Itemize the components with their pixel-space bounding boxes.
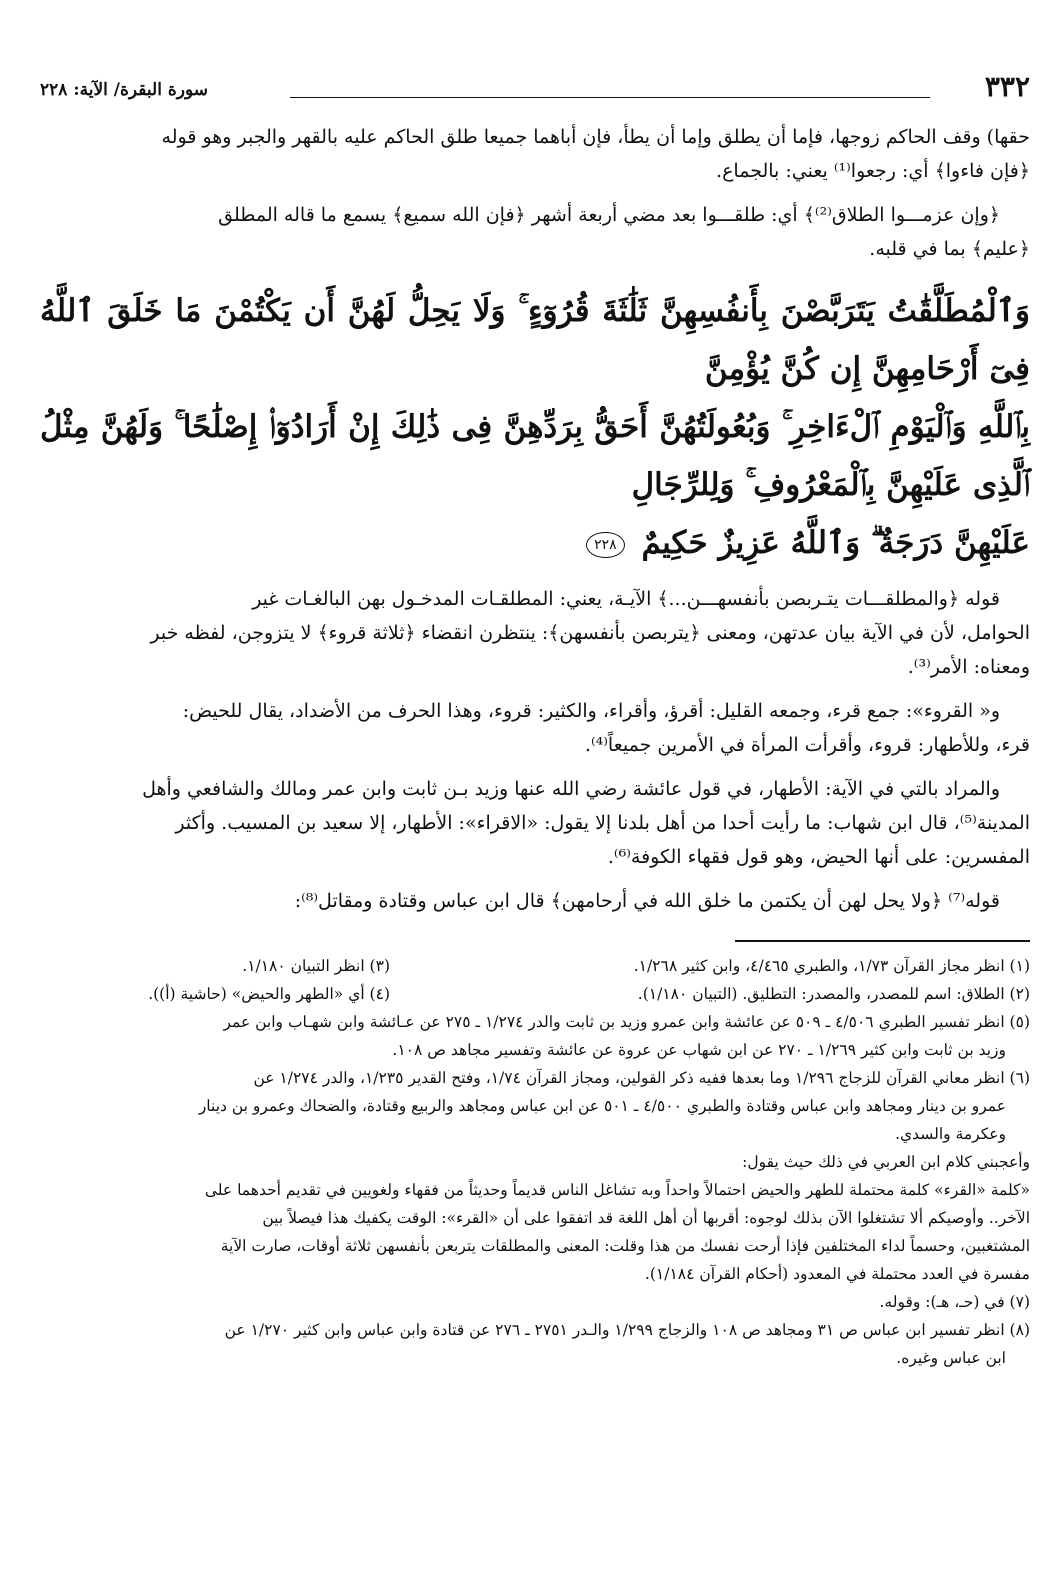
verse-line-1: وَٱلْمُطَلَّقَٰتُ يَتَرَبَّصْنَ بِأَنفُسِهِنَّ ثَلَٰثَةَ قُرُوٓءٍ ۚ وَلَا يَحِلُّ لَهُنَّ أَن يَكْتُمْنَ مَا خَلَقَ ٱللَّهُ فِىٓ أَرْحَامِهِنَّ إِن كُنَّ يُؤْمِنَّ <box>40 293 1030 387</box>
fn8-line-1: (٨) انظر تفسير ابن عباس ص ٣١ ومجاهد ص ١٠٨ والزجاج ١/٢٩٩ والـدر ٢٧٥١ ـ ٢٧٦ عن قتادة وابن عباس وابن كثير ١/٢٧٠ عن <box>224 1321 1030 1339</box>
verse-number: ٢٢٨ <box>586 532 625 558</box>
footnote-8 <box>40 1316 1030 1372</box>
p4-line-1: و« القروء»: جمع قرء، وجمعه القليل: أقرؤ، وأقراء، والكثير: قروء، وهذا الحرف من الأضداد، يقال للحيض: <box>182 700 1000 722</box>
fn8-line-2: ابن عباس وغيره. <box>896 1349 1006 1367</box>
footnote-row-2 <box>40 980 1030 1008</box>
p2-line-2: ﴿عليم﴾ بما في قلبه. <box>869 238 1030 260</box>
p3-line-2: الحوامل، لأن في الآية بيان عدتهن، ومعنى ﴿يتربصن بأنفسهن﴾: ينتظرن انقضاء ﴿ثلاثة قروء﴾ لا يتزوجن، لفظه خبر <box>150 622 1030 644</box>
paragraph-3 <box>40 582 1030 684</box>
fn6-line-4: وأعجبني كلام ابن العربي في ذلك حيث يقول: <box>742 1153 1030 1171</box>
verse-line-3: عَلَيْهِنَّ دَرَجَةٌ ۗ وَٱللَّهُ عَزِيزٌ حَكِيمٌ <box>641 525 1030 561</box>
p3-line-3: ومعناه: الأمر⁽³⁾. <box>907 656 1030 678</box>
fn5-line-2: وزيد بن ثابت وابن كثير ١/٢٦٩ ـ ٢٧٠ عن ابن شهاب عن عروة عن عائشة وتفسير مجاهد ص ١٠٨. <box>392 1041 1006 1059</box>
p2-line-1: ﴿وإن عزمـــوا الطلاق⁽²⁾﴾ أي: طلقـــوا بعد مضي أربعة أشهر ﴿فإن الله سميع﴾ يسمع ما قاله المطلق <box>218 204 1000 226</box>
footnotes <box>40 952 1030 1372</box>
footnote-5 <box>40 1008 1030 1064</box>
footnote-7: (٧) في (حـ، هـ): وقوله. <box>879 1293 1030 1311</box>
page-number: ٣٣٢ <box>984 70 1030 103</box>
p1-line-1: حقها) وقف الحاكم زوجها، فإما أن يطلق وإما أن يطأ، فإن أباهما جميعا طلق الحاكم عليه بالقهر والجبر وهو قوله <box>161 126 1030 148</box>
footnote-3: (٣) انظر التبيان ١/١٨٠. <box>242 957 390 975</box>
p1-line-2: ﴿فإن فاءوا﴾ أي: رجعوا⁽¹⁾ يعني: بالجماع. <box>716 160 1030 182</box>
fn6-line-3: وعكرمة والسدي. <box>895 1125 1006 1143</box>
p6-line-1: قوله⁽⁷⁾ ﴿ولا يحل لهن أن يكتمن ما خلق الله في أرحامهن﴾ قال ابن عباس وقتادة ومقاتل⁽⁸⁾: <box>294 890 1000 912</box>
fn6-line-7: المشتغبين، وحسماً لداء المختلفين فإذا أرحت نفسك من هذا وقلت: المعنى والمطلقات يتربعن بأنفسهن ثلاثة أوقات، صارت الآية <box>220 1237 1030 1255</box>
footnote-row-1 <box>40 952 1030 980</box>
footnote-separator <box>735 940 1030 942</box>
footnote-2: (٢) الطلاق: اسم للمصدر، والمصدر: التطليق. (التبيان ١/١٨٠). <box>637 985 1030 1003</box>
commentary <box>40 582 1030 918</box>
paragraph-2 <box>40 198 1030 266</box>
footnote-4: (٤) أي «الطهر والحيض» (حاشية (أ)). <box>148 985 390 1003</box>
p5-line-3: المفسرين: على أنها الحيض، وهو قول فقهاء الكوفة⁽⁶⁾. <box>607 846 1030 868</box>
p3-line-1: قوله ﴿والمطلقـــات يتـربصن بأنفسهـــن...﴾ الآيـة، يعني: المطلقـات المدخـول بهن البالغـات غير <box>252 588 1000 610</box>
paragraph-1 <box>40 120 1030 188</box>
page-header <box>40 70 1030 110</box>
fn6-line-6: الآخر.. وأوصيكم ألا تشتغلوا الآن بذلك لوجوه: أقربها أن أهل اللغة قد اتفقوا على أن «القرء»: الوقت يكفيك هذا فيصلاً بين <box>262 1209 1030 1227</box>
footnote-6 <box>40 1064 1030 1288</box>
paragraph-4 <box>40 694 1030 762</box>
p5-line-2: المدينة⁽⁵⁾، قال ابن شهاب: ما رأيت أحدا من أهل بلدنا إلا يقول: «الاقراء»: الأطهار، إلا سعيد بن المسيب. وأكثر <box>175 812 1030 834</box>
book-page <box>40 70 1030 1372</box>
p5-line-1: والمراد بالتي في الآية: الأطهار، في قول عائشة رضي الله عنها وزيد بـن ثابت وابن عمر ومالك والشافعي وأهل <box>142 778 1000 800</box>
paragraph-5 <box>40 772 1030 874</box>
quran-verse <box>40 282 1030 572</box>
fn6-line-2: عمرو بن دينار ومجاهد وابن عباس وقتادة والطبري ٤/٥٠٠ ـ ٥٠١ عن ابن عباس ومجاهد والربيع وقتادة، والضحاك وعمرو بن دينار <box>198 1097 1006 1115</box>
fn6-line-1: (٦) انظر معاني القرآن للزجاج ١/٢٩٦ وما بعدها ففيه ذكر القولين، ومجاز القرآن ١/٧٤، وفتح القدير ١/٢٣٥، والدر ١/٢٧٤ عن <box>253 1069 1030 1087</box>
footnote-1: (١) انظر مجاز القرآن ١/٧٣، والطبري ٤/٤٦٥، وابن كثير ١/٢٦٨. <box>633 957 1030 975</box>
verse-line-2: بِٱللَّهِ وَٱلْيَوْمِ ٱلْءَاخِرِ ۚ وَبُعُولَتُهُنَّ أَحَقُّ بِرَدِّهِنَّ فِى ذَٰلِكَ إِنْ أَرَادُوٓا۟ إِصْلَٰحًا ۚ وَلَهُنَّ مِثْلُ ٱلَّذِى عَلَيْهِنَّ بِٱلْمَعْرُوفِ ۚ وَلِلرِّجَالِ <box>40 409 1030 503</box>
fn6-line-8: مفسرة في العدد محتملة في المعدود (أحكام القرآن ١/١٨٤). <box>644 1265 1030 1283</box>
paragraph-6 <box>40 884 1030 918</box>
running-title: سورة البقرة/ الآية: ٢٢٨ <box>40 80 208 100</box>
fn5-line-1: (٥) انظر تفسير الطبري ٤/٥٠٦ ـ ٥٠٩ عن عائشة وابن عمرو وزيد بن ثابت والدر ١/٢٧٤ ـ ٢٧٥ عن عـائشة وابن شهـاب وابن عمر <box>223 1013 1030 1031</box>
main-text <box>40 120 1030 266</box>
header-rule <box>290 97 930 98</box>
p4-line-2: قرء، وللأطهار: قروء، وأقرأت المرأة في الأمرين جميعاً⁽⁴⁾. <box>584 734 1030 756</box>
fn6-line-5: «كلمة «القرء» كلمة محتملة للطهر والحيض احتمالاً واحداً وبه تشاغل الناس قديماً وحديثاً من فقهاء ولغويين في تقديم أحدهما على <box>204 1181 1030 1199</box>
